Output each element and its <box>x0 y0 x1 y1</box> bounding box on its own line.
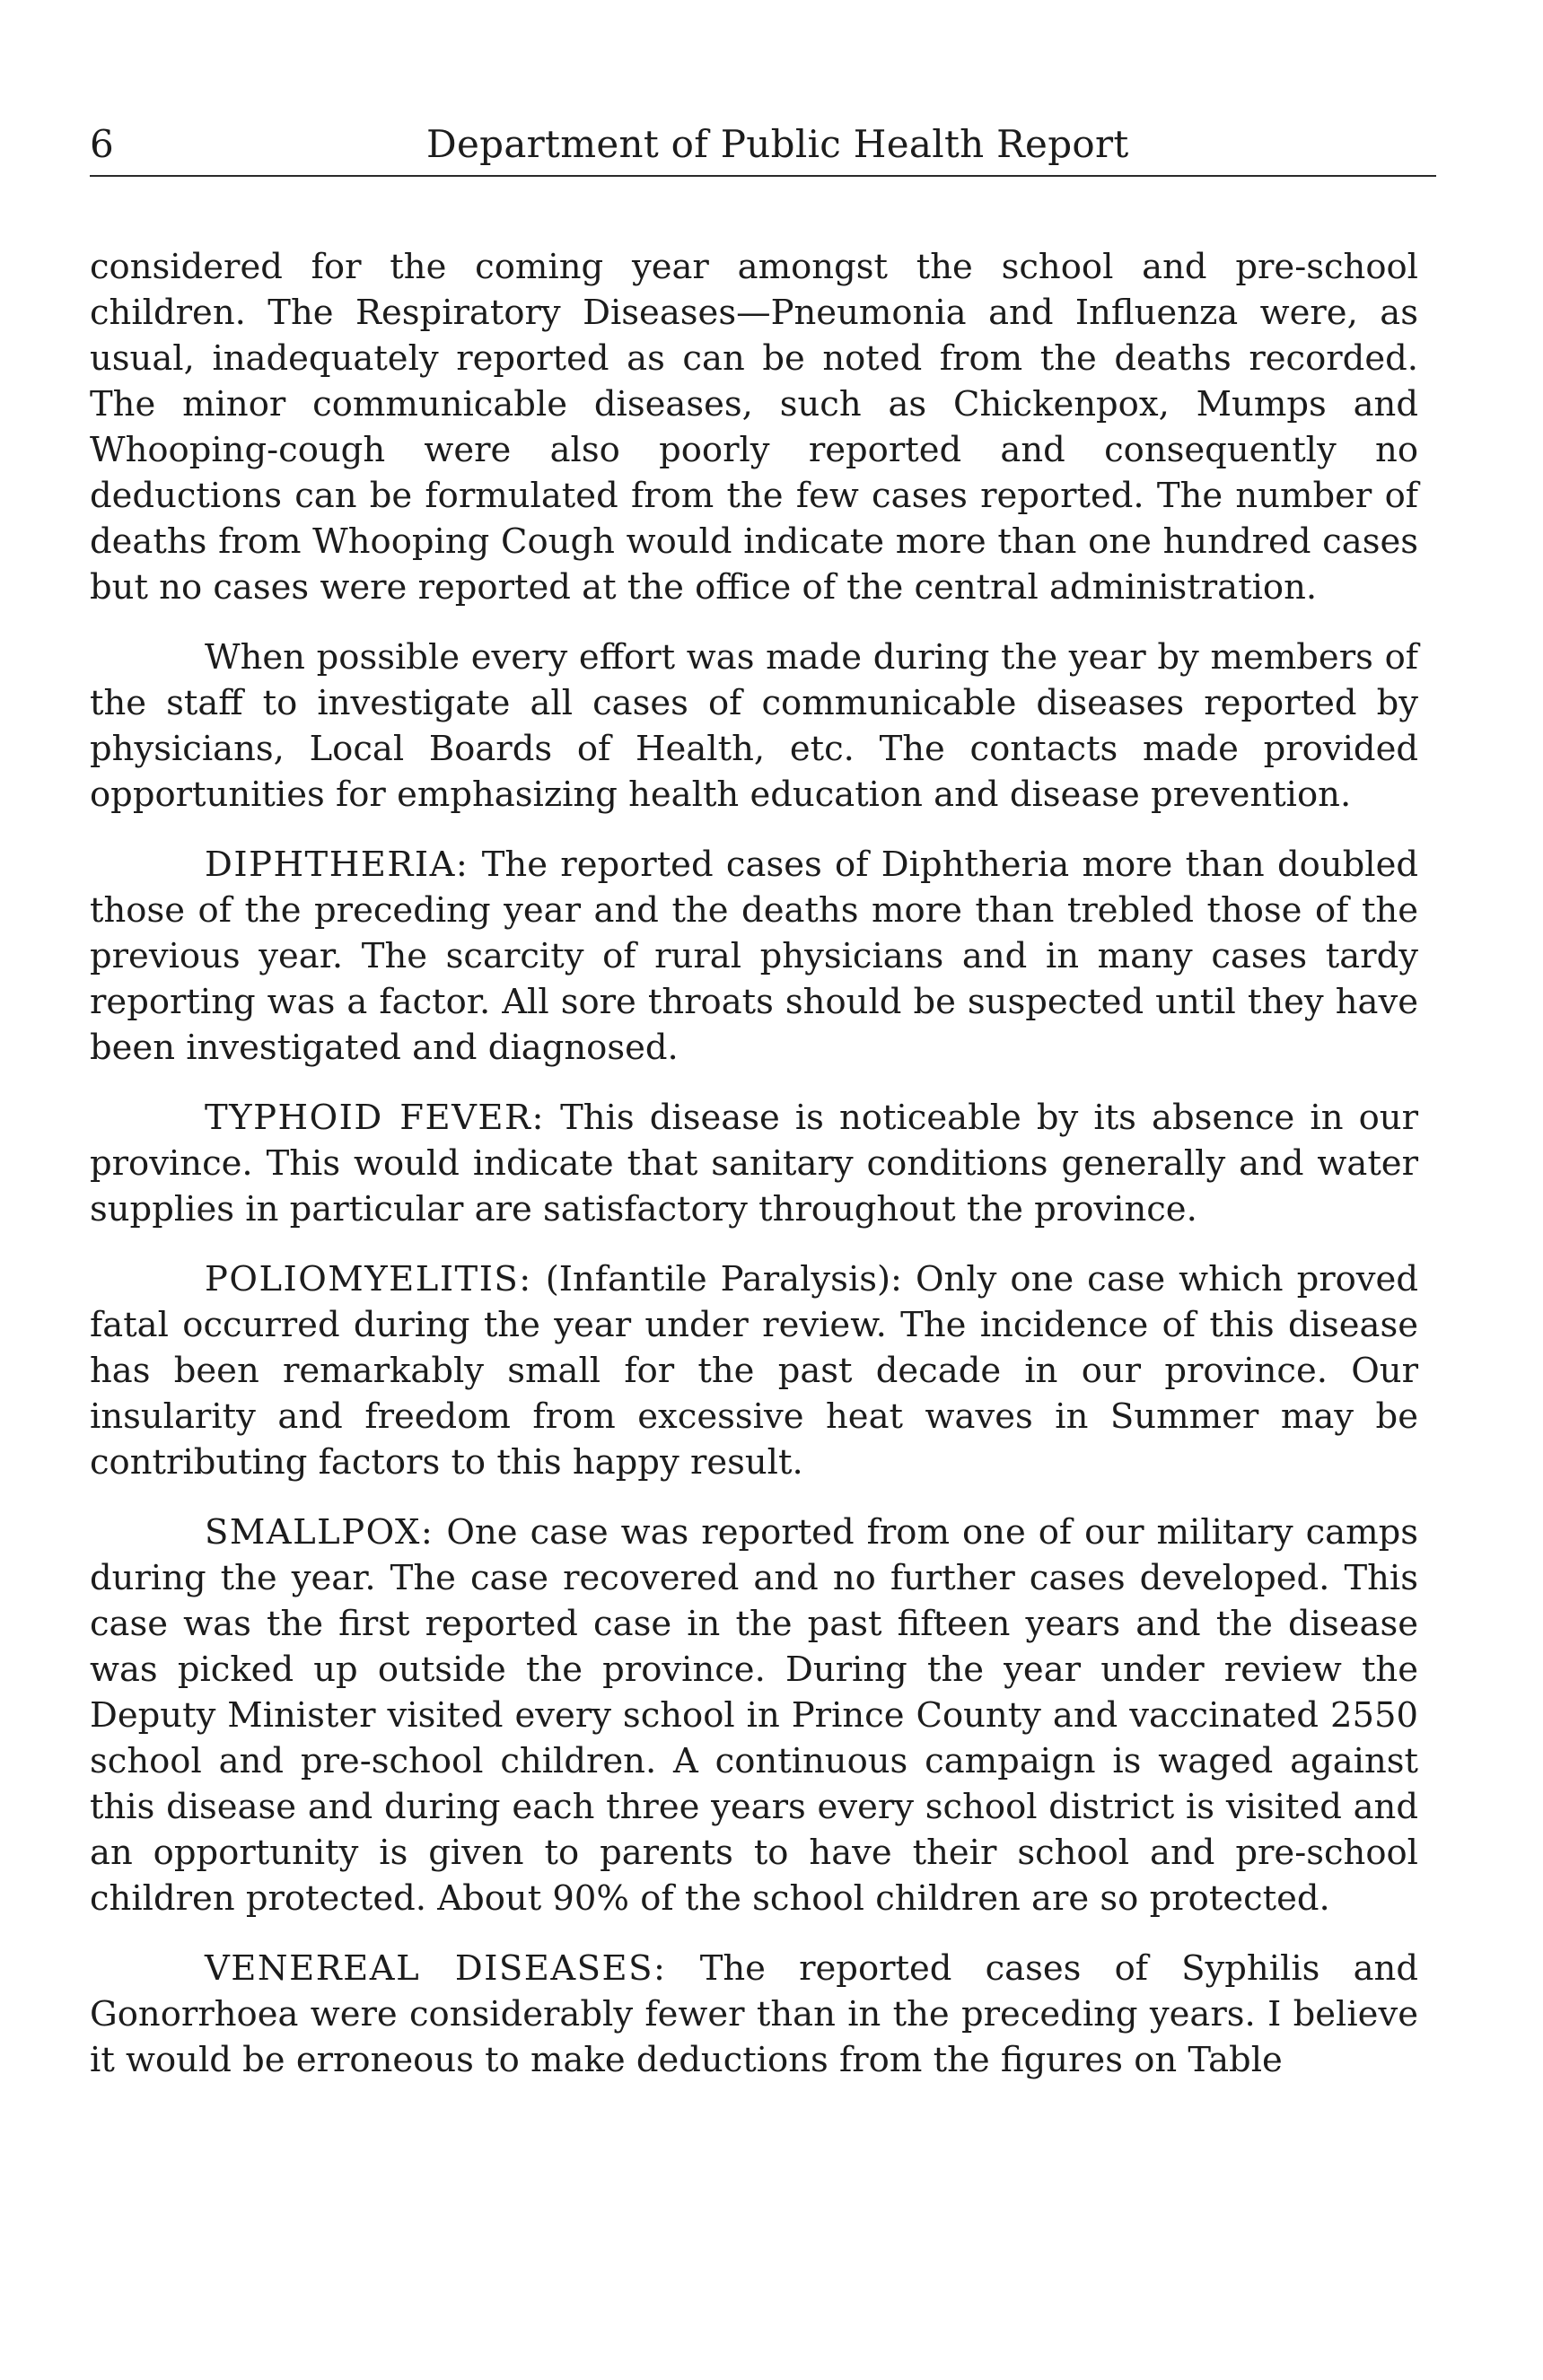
page-number: 6 <box>90 122 114 166</box>
section-heading-poliomyelitis: POLIOMYELITIS: <box>205 1259 532 1299</box>
body-text <box>90 244 1418 2107</box>
paragraph-text: This disease is noticeable by its absence in our province. This would indicate that sanitary conditions generally and water supplies in particular are satisfactory throughout the province. <box>90 1098 1418 1229</box>
section-heading-typhoid-fever: TYPHOID FEVER: <box>205 1098 545 1138</box>
section-heading-diphtheria: DIPHTHERIA: <box>205 844 469 885</box>
paragraph-text: When possible every effort was made during the year by members of the staff to investigate all cases of communicable diseases reported by physicians, Local Boards of Health, etc. The contacts made provided opportunities for emphasizing health education and disease prevention. <box>90 637 1418 815</box>
page-header <box>90 121 1436 177</box>
paragraph-text: considered for the coming year amongst the school and pre-school children. The Respiratory Diseases—Pneumonia and Influenza were, as usual, inadequately reported as can be noted from the deaths recorded. The minor communicable diseases, such as Chickenpox, Mumps and Whooping-cough were also poorly reported and consequently no deductions can be formulated from the few cases reported. The number of deaths from Whooping Cough would indicate more than one hundred cases but no cases were reported at the office of the central administration. <box>90 247 1418 608</box>
paragraph-venereal-diseases <box>90 1946 1418 2083</box>
running-title: Department of Public Health Report <box>426 122 1129 166</box>
paragraph-text: The reported cases of Diphtheria more than doubled those of the preceding year and the deaths more than trebled those of the previous year. The scarcity of rural physicians and in many cases tardy reporting was a factor. All sore throats should be suspected until they have been investigated and diagnosed. <box>90 844 1418 1068</box>
paragraph-diphtheria <box>90 842 1418 1071</box>
section-heading-venereal-diseases: VENEREAL DISEASES: <box>205 1948 667 1989</box>
paragraph-poliomyelitis <box>90 1256 1418 1485</box>
paragraph-text: (Infantile Paralysis): Only one case which proved fatal occurred during the year under review. The incidence of this disease has been remarkably small for the past decade in our province. Our insularity and freedom from excessive heat waves in Summer may be contributing factors to this happy result. <box>90 1259 1418 1483</box>
paragraph-staff-investigation <box>90 634 1418 818</box>
paragraph-text: The reported cases of Syphilis and Gonorrhoea were considerably fewer than in the preceding years. I believe it would be erroneous to make deductions from the figures on Table <box>90 1948 1418 2080</box>
paragraph-typhoid-fever <box>90 1095 1418 1232</box>
section-heading-smallpox: SMALLPOX: <box>205 1512 434 1553</box>
paragraph-respiratory-minor-diseases <box>90 244 1418 610</box>
paragraph-text: One case was reported from one of our military camps during the year. The case recovered and no further cases developed. This case was the first reported case in the past fifteen years and the disease was picked up outside the province. During the year under review the Deputy Minister visited every school in Prince County and vaccinated 2550 school and pre-school children. A continuous campaign is waged against this disease and during each three years every school district is visited and an opportunity is given to parents to have their school and pre-school children protected. About 90% of the school children are so protected. <box>90 1512 1418 1919</box>
paragraph-smallpox <box>90 1509 1418 1921</box>
